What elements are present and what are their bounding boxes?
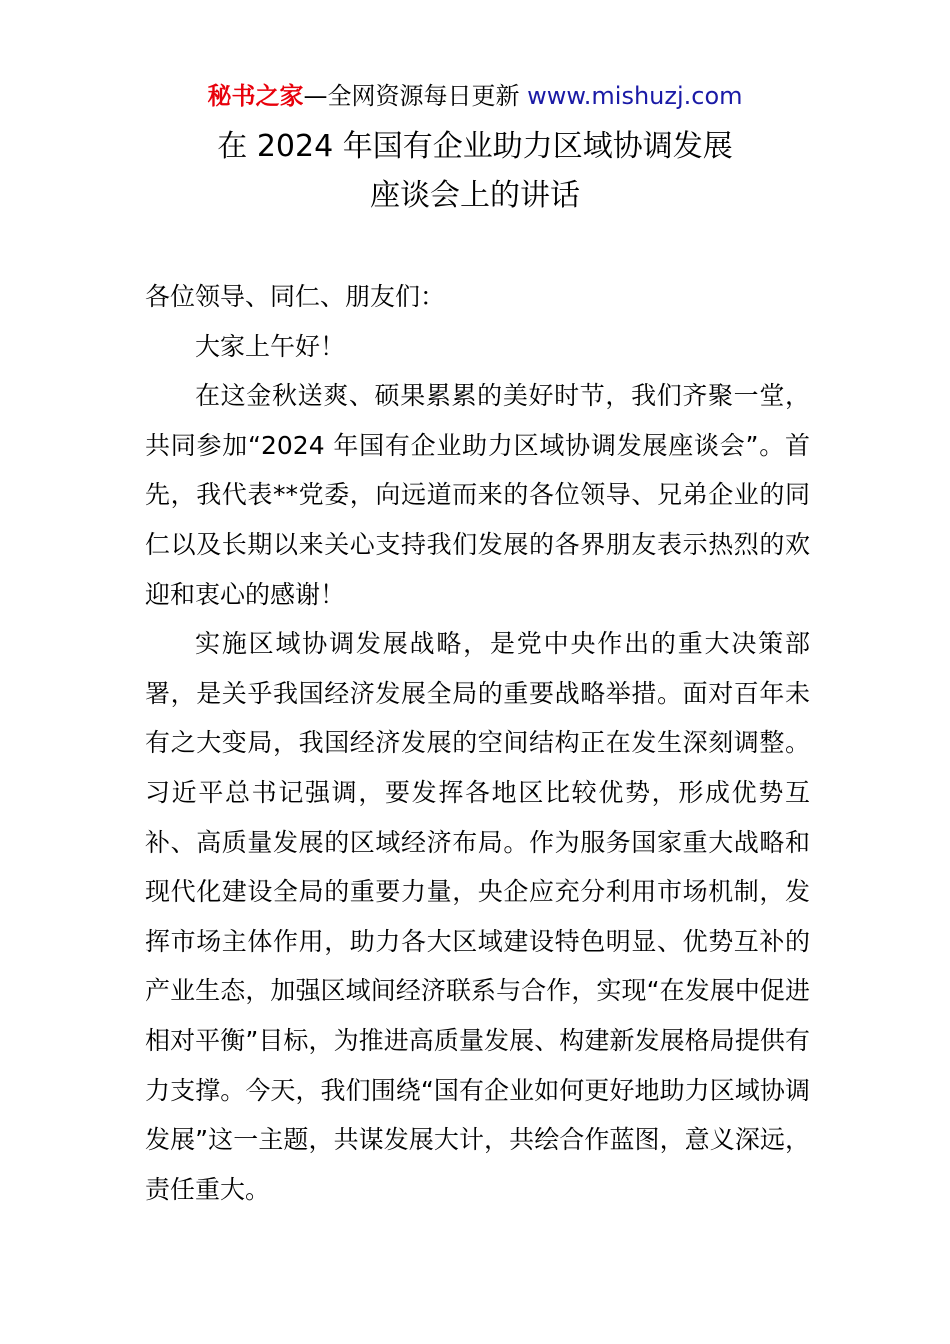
document-title-line-1: 在 2024 年国有企业助力区域协调发展 (217, 129, 733, 164)
header-tagline: —全网资源每日更新 (303, 82, 528, 110)
paragraph-1: 在这金秋送爽、硕果累累的美好时节，我们齐聚一堂，共同参加“2024 年国有企业助力区域协调发展座谈会”。首先，我代表**党委，向远道而来的各位领导、兄弟企业的同仁以及长期以来关心支持我们发展的各界朋友表示热烈的欢迎和衷心的感谢！ (145, 381, 810, 609)
greeting: 大家上午好！ (195, 331, 346, 361)
brand-name: 秘书之家 (207, 82, 304, 110)
paragraph-2: 实施区域协调发展战略，是党中央作出的重大决策部署，是关乎我国经济发展全局的重要战略举措。面对百年未有之大变局，我国经济发展的空间结构正在发生深刻调整。习近平总书记强调，要发挥各地区比较优势，形成优势互补、高质量发展的区域经济布局。作为服务国家重大战略和现代化建设全局的重要力量，央企应充分利用市场机制，发挥市场主体作用，助力各大区域建设特色明显、优势互补的产业生态，加强区域间经济联系与合作，实现“在发展中促进相对平衡”目标，为推进高质量发展、构建新发展格局提供有力支撑。今天，我们围绕“国有企业如何更好地助力区域协调发展”这一主题，共谋发展大计，共绘合作蓝图，意义深远，责任重大。 (145, 629, 810, 1204)
site-header (0, 80, 950, 112)
salutation: 各位领导、同仁、朋友们： (145, 282, 446, 311)
document-body (145, 272, 810, 1214)
site-url-link[interactable]: www.mishuzj.com (527, 82, 743, 110)
document-title-line-2: 座谈会上的讲话 (370, 178, 580, 213)
